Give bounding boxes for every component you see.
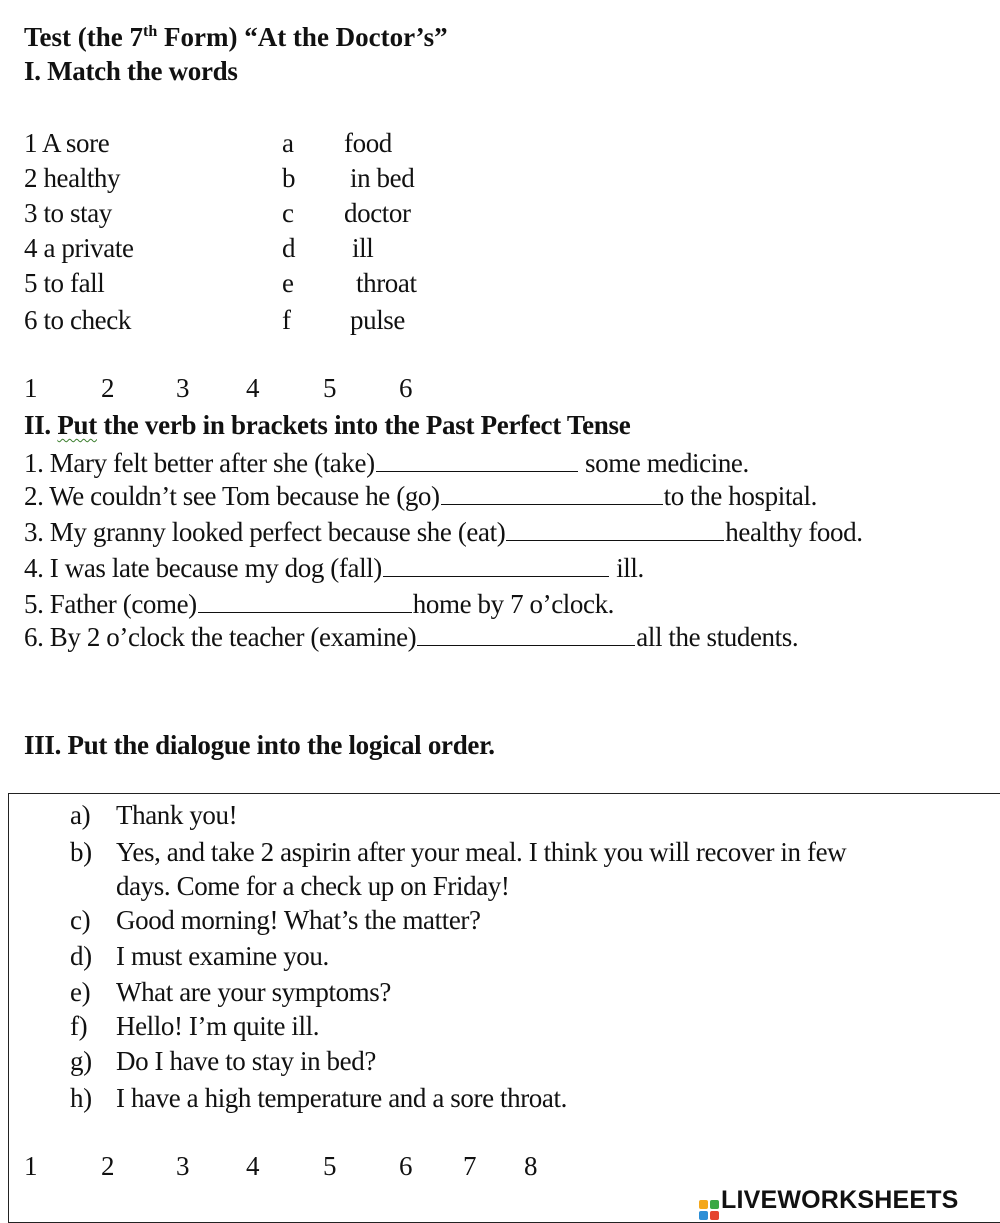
logo-square [710,1211,719,1220]
answer-number: 7 [463,1151,477,1181]
sentence-after: ill. [609,553,644,583]
page-title [24,22,448,53]
answer-blank[interactable] [441,484,663,505]
sentence-after: some medicine. [578,448,749,478]
dialogue-line: What are your symptoms? [116,977,391,1007]
answer-number: 6 [399,1151,413,1181]
dialogue-letter: a) [70,800,91,830]
dialogue-letter: f) [70,1011,88,1041]
match-letter: c [282,198,294,228]
match-left-item: 3 to stay [24,198,112,228]
dialogue-letter: d) [70,941,92,971]
answer-blank[interactable] [376,451,578,472]
answer-blank[interactable] [417,625,635,646]
match-left-item: 2 healthy [24,163,121,193]
match-letter: a [282,128,294,158]
match-right-item: pulse [350,305,405,335]
sentence-item [24,589,614,620]
answer-number: 1 [24,1151,38,1181]
sentence-before: 6. By 2 o’clock the teacher (examine) [24,622,417,652]
match-letter: f [282,305,291,335]
dialogue-letter: c) [70,905,91,935]
match-left-item: 6 to check [24,305,131,335]
sentence-before: 5. Father (come) [24,589,197,619]
sentence-before: 4. I was late because my dog (fall) [24,553,382,583]
dialogue-line: I have a high temperature and a sore throat. [116,1083,567,1113]
match-left-item: 1 A sore [24,128,110,158]
liveworksheets-brand [699,1186,959,1220]
sentence-before: 2. We couldn’t see Tom because he (go) [24,481,440,511]
sentence-item [24,481,817,512]
match-letter: b [282,163,296,193]
section3-heading: III. Put the dialogue into the logical order. [24,730,495,760]
match-left-item: 5 to fall [24,268,105,298]
sentence-after: home by 7 o’clock. [412,589,615,619]
answer-number: 6 [399,373,413,403]
dialogue-line: Do I have to stay in bed? [116,1046,376,1076]
section2-heading-put: Put [57,410,97,440]
title-superscript: th [143,23,158,40]
section2-heading [24,410,630,441]
match-right-item: doctor [344,198,411,228]
dialogue-letter: g) [70,1046,92,1076]
answer-number: 3 [176,1151,190,1181]
dialogue-letter: b) [70,837,92,867]
section1-heading: I. Match the words [24,56,238,86]
answer-blank[interactable] [383,556,609,577]
sentence-item [24,622,798,653]
answer-number: 2 [101,1151,115,1181]
logo-square [699,1211,708,1220]
section2-heading-roman: II. [24,410,51,440]
answer-blank[interactable] [198,592,412,613]
answer-number: 8 [524,1151,538,1181]
match-right-item: in bed [350,163,415,193]
answer-number: 3 [176,373,190,403]
dialogue-line: Thank you! [116,800,238,830]
match-right-item: ill [352,233,374,263]
brand-text: LIVEWORKSHEETS [721,1186,959,1214]
section2-heading-rest: the verb in brackets into the Past Perfect Tense [103,410,631,440]
dialogue-letter: h) [70,1083,92,1113]
match-left-item: 4 a private [24,233,134,263]
liveworksheets-logo-icon [699,1200,719,1220]
answer-number: 5 [323,1151,337,1181]
match-right-item: throat [356,268,417,298]
sentence-after: healthy food. [725,517,863,547]
title-post: Form) “At the Doctor’s” [157,22,448,52]
answer-number: 4 [246,373,260,403]
title-pre: Test (the 7 [24,22,143,52]
answer-number: 4 [246,1151,260,1181]
match-letter: e [282,268,294,298]
sentence-before: 1. Mary felt better after she (take) [24,448,375,478]
logo-square [710,1200,719,1209]
match-right-item: food [344,128,392,158]
dialogue-line: Good morning! What’s the matter? [116,905,481,935]
sentence-item [24,553,644,584]
sentence-before: 3. My granny looked perfect because she (eat) [24,517,506,547]
match-letter: d [282,233,296,263]
answer-number: 5 [323,373,337,403]
sentence-item [24,448,749,479]
sentence-after: all the students. [636,622,799,652]
logo-square [699,1200,708,1209]
sentence-item [24,517,863,548]
answer-number: 1 [24,373,38,403]
answer-number: 2 [101,373,115,403]
dialogue-line: days. Come for a check up on Friday! [116,871,510,901]
dialogue-line: Yes, and take 2 aspirin after your meal. I think you will recover in few [116,837,847,867]
dialogue-line: I must examine you. [116,941,329,971]
dialogue-line: Hello! I’m quite ill. [116,1011,320,1041]
answer-blank[interactable] [506,520,724,541]
dialogue-letter: e) [70,977,91,1007]
sentence-after: to the hospital. [663,481,817,511]
